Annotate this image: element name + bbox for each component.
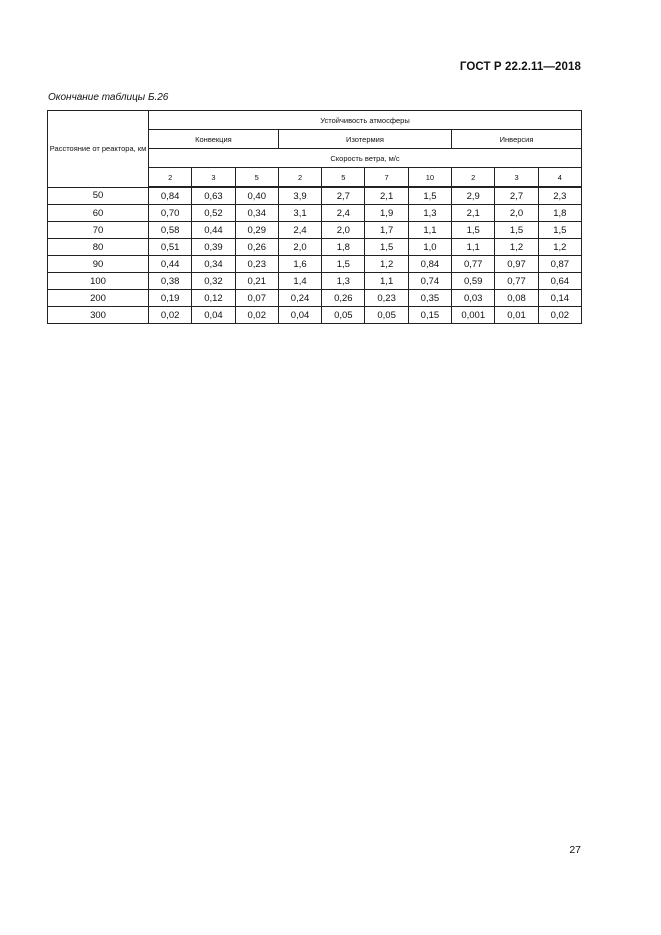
value-cell: 0,63 — [192, 187, 235, 205]
value-cell: 0,52 — [192, 205, 235, 222]
value-cell: 0,07 — [235, 290, 278, 307]
value-cell: 2,1 — [452, 205, 495, 222]
value-cell: 0,21 — [235, 273, 278, 290]
value-cell: 1,5 — [365, 239, 408, 256]
value-cell: 0,35 — [408, 290, 451, 307]
value-cell: 0,77 — [495, 273, 538, 290]
value-cell: 1,2 — [365, 256, 408, 273]
value-cell: 2,7 — [322, 187, 365, 205]
value-cell: 0,29 — [235, 222, 278, 239]
value-cell: 1,9 — [365, 205, 408, 222]
value-cell: 0,51 — [149, 239, 192, 256]
value-cell: 1,4 — [278, 273, 321, 290]
value-cell: 0,34 — [192, 256, 235, 273]
value-cell: 0,58 — [149, 222, 192, 239]
wind-speed-cell: 4 — [538, 168, 581, 188]
value-cell: 0,77 — [452, 256, 495, 273]
wind-speed-cell: 3 — [495, 168, 538, 188]
value-cell: 0,44 — [149, 256, 192, 273]
value-cell: 1,1 — [408, 222, 451, 239]
wind-speed-cell: 10 — [408, 168, 451, 188]
value-cell: 0,97 — [495, 256, 538, 273]
value-cell: 0,39 — [192, 239, 235, 256]
value-cell: 0,59 — [452, 273, 495, 290]
value-cell: 0,84 — [408, 256, 451, 273]
value-cell: 1,2 — [538, 239, 581, 256]
page-number: 27 — [569, 844, 581, 856]
header-isothermy: Изотермия — [278, 130, 451, 149]
header-convection: Конвекция — [149, 130, 279, 149]
value-cell: 0,02 — [538, 307, 581, 324]
table-row — [48, 187, 582, 205]
table-row — [48, 205, 582, 222]
value-cell: 0,44 — [192, 222, 235, 239]
value-cell: 0,19 — [149, 290, 192, 307]
value-cell: 2,0 — [322, 222, 365, 239]
value-cell: 1,0 — [408, 239, 451, 256]
value-cell: 0,04 — [278, 307, 321, 324]
value-cell: 2,7 — [495, 187, 538, 205]
value-cell: 1,3 — [408, 205, 451, 222]
value-cell: 0,04 — [192, 307, 235, 324]
distance-cell: 80 — [48, 239, 149, 256]
value-cell: 0,23 — [235, 256, 278, 273]
value-cell: 1,8 — [322, 239, 365, 256]
wind-speed-cell: 2 — [452, 168, 495, 188]
value-cell: 2,9 — [452, 187, 495, 205]
distance-cell: 100 — [48, 273, 149, 290]
value-cell: 0,14 — [538, 290, 581, 307]
wind-speed-cell: 5 — [322, 168, 365, 188]
distance-cell: 50 — [48, 187, 149, 205]
value-cell: 2,4 — [322, 205, 365, 222]
value-cell: 2,3 — [538, 187, 581, 205]
value-cell: 0,02 — [235, 307, 278, 324]
value-cell: 1,3 — [322, 273, 365, 290]
wind-speed-cell: 3 — [192, 168, 235, 188]
value-cell: 0,05 — [322, 307, 365, 324]
value-cell: 3,9 — [278, 187, 321, 205]
value-cell: 0,26 — [235, 239, 278, 256]
value-cell: 1,1 — [365, 273, 408, 290]
document-code: ГОСТ Р 22.2.11—2018 — [459, 61, 581, 73]
value-cell: 0,23 — [365, 290, 408, 307]
table-row — [48, 239, 582, 256]
value-cell: 1,5 — [322, 256, 365, 273]
value-cell: 1,2 — [495, 239, 538, 256]
table-row — [48, 256, 582, 273]
data-table — [47, 110, 582, 324]
value-cell: 3,1 — [278, 205, 321, 222]
table-caption: Окончание таблицы Б.26 — [48, 92, 169, 103]
distance-cell: 300 — [48, 307, 149, 324]
value-cell: 0,34 — [235, 205, 278, 222]
wind-speed-cell: 7 — [365, 168, 408, 188]
value-cell: 0,02 — [149, 307, 192, 324]
value-cell: 1,5 — [408, 187, 451, 205]
value-cell: 0,03 — [452, 290, 495, 307]
value-cell: 2,0 — [278, 239, 321, 256]
value-cell: 2,1 — [365, 187, 408, 205]
value-cell: 1,5 — [495, 222, 538, 239]
value-cell: 1,5 — [452, 222, 495, 239]
value-cell: 2,0 — [495, 205, 538, 222]
value-cell: 0,01 — [495, 307, 538, 324]
table-row — [48, 273, 582, 290]
wind-speed-cell: 2 — [149, 168, 192, 188]
header-inversion: Инверсия — [452, 130, 582, 149]
value-cell: 0,24 — [278, 290, 321, 307]
value-cell: 0,12 — [192, 290, 235, 307]
value-cell: 0,26 — [322, 290, 365, 307]
distance-cell: 60 — [48, 205, 149, 222]
distance-cell: 200 — [48, 290, 149, 307]
value-cell: 0,32 — [192, 273, 235, 290]
wind-speed-cell: 2 — [278, 168, 321, 188]
distance-cell: 70 — [48, 222, 149, 239]
value-cell: 1,8 — [538, 205, 581, 222]
value-cell: 0,001 — [452, 307, 495, 324]
value-cell: 0,08 — [495, 290, 538, 307]
table-row — [48, 307, 582, 324]
value-cell: 0,70 — [149, 205, 192, 222]
table-row — [48, 290, 582, 307]
header-atmosphere-stability: Устойчивость атмосферы — [149, 111, 582, 130]
table-body — [48, 187, 582, 324]
row-header-distance: Расстояние от реактора, км — [48, 111, 149, 188]
value-cell: 0,84 — [149, 187, 192, 205]
value-cell: 0,05 — [365, 307, 408, 324]
value-cell: 0,40 — [235, 187, 278, 205]
table-row — [48, 222, 582, 239]
value-cell: 1,7 — [365, 222, 408, 239]
value-cell: 0,15 — [408, 307, 451, 324]
distance-cell: 90 — [48, 256, 149, 273]
header-wind-speed: Скорость ветра, м/с — [149, 149, 582, 168]
value-cell: 0,38 — [149, 273, 192, 290]
wind-speed-cell: 5 — [235, 168, 278, 188]
value-cell: 1,5 — [538, 222, 581, 239]
value-cell: 1,1 — [452, 239, 495, 256]
value-cell: 0,64 — [538, 273, 581, 290]
value-cell: 2,4 — [278, 222, 321, 239]
value-cell: 0,74 — [408, 273, 451, 290]
value-cell: 1,6 — [278, 256, 321, 273]
value-cell: 0,87 — [538, 256, 581, 273]
